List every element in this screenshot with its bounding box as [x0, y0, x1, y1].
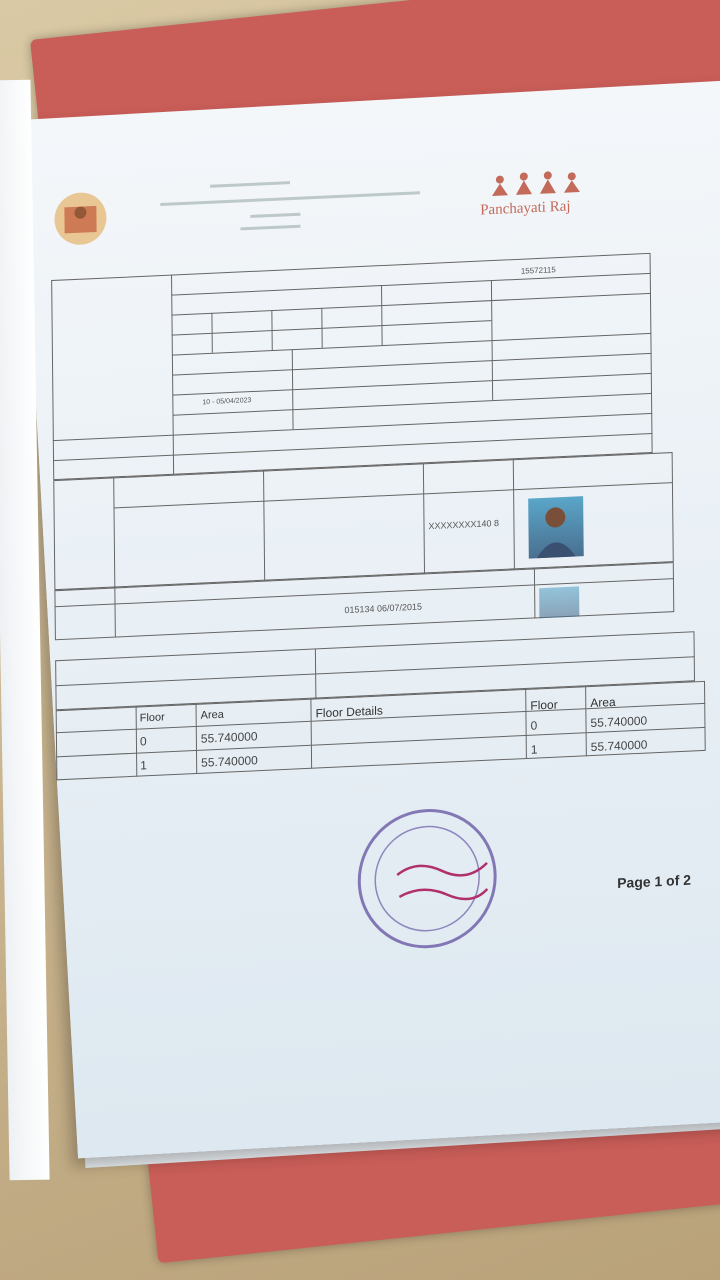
owner-id: XXXXXXXX140 8	[428, 517, 500, 532]
logo-caption: Panchayati Raj	[480, 198, 571, 219]
panchayati-raj-logo	[480, 166, 591, 231]
registration-number: 015134 06/07/2015	[344, 601, 422, 616]
property-photo	[539, 586, 579, 618]
property-id: 15572115	[520, 265, 556, 276]
page-number: Page 1 of 2	[617, 871, 692, 892]
table-row: 55.740000	[590, 737, 648, 755]
table-row: 55.740000	[590, 713, 648, 731]
reg-date: 10 - 05/04/2023	[202, 397, 252, 407]
area-header-right: Area	[590, 694, 616, 711]
area-header-left: Area	[200, 708, 224, 722]
table-row: 0	[139, 734, 147, 749]
owner-photo	[528, 496, 584, 559]
table-row: 0	[530, 718, 538, 733]
official-seal-stamp	[347, 800, 508, 957]
floor-header-left: Floor	[139, 711, 165, 725]
state-emblem-icon	[50, 187, 111, 250]
floor-header-right: Floor	[530, 697, 558, 713]
person-photo-icon	[528, 496, 584, 559]
table-row: 55.740000	[201, 753, 258, 770]
table-row: 1	[140, 758, 147, 773]
table-row: 1	[530, 742, 538, 757]
property-certificate	[50, 141, 699, 1051]
floor-details-header: Floor Details	[315, 703, 383, 721]
table-row: 55.740000	[200, 729, 258, 746]
people-logo-icon	[480, 166, 590, 201]
